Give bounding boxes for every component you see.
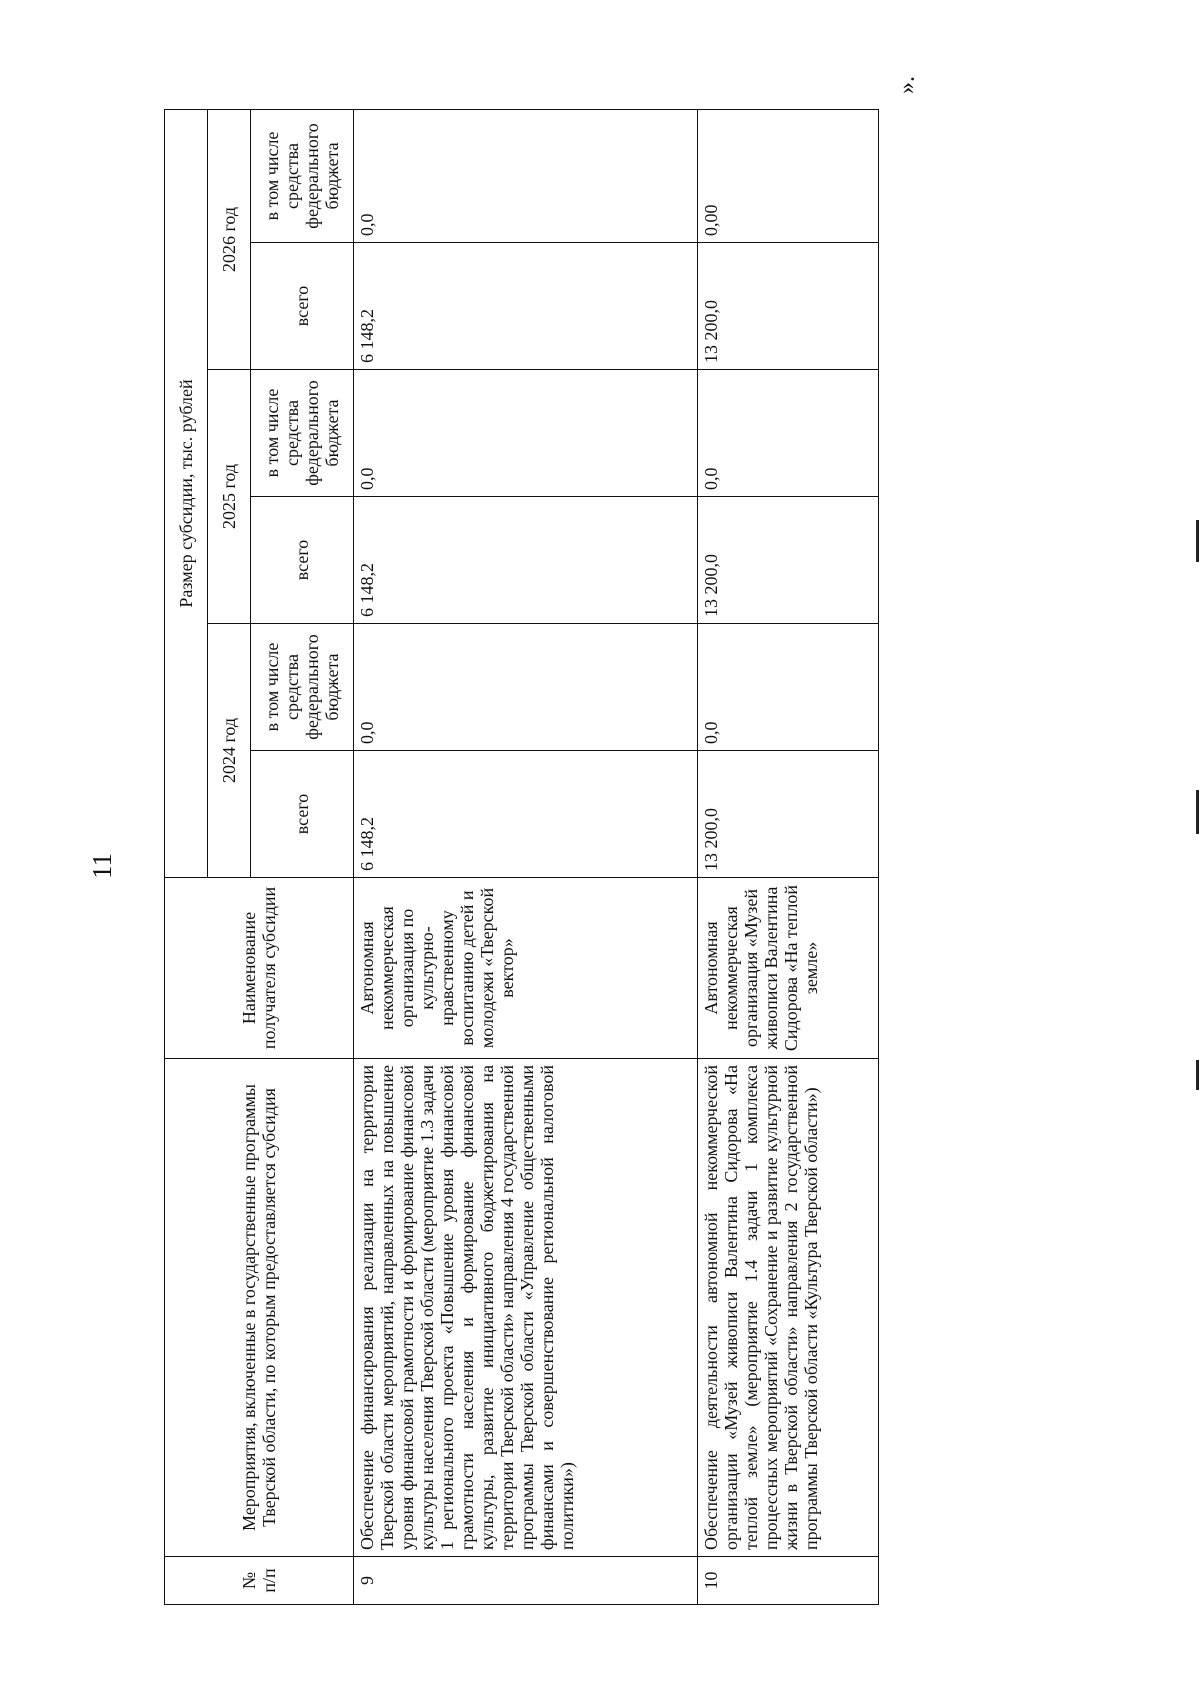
value-total-2026: 6 148,2 bbox=[354, 243, 698, 370]
row-num: 9 bbox=[354, 1557, 698, 1605]
subsidy-table bbox=[164, 109, 879, 1605]
value-federal-2024: 0,0 bbox=[354, 624, 698, 751]
header-amount: Размер субсидии, тыс. рублей bbox=[165, 109, 208, 877]
closing-quote: ». bbox=[894, 76, 920, 94]
value-federal-2024: 0,0 bbox=[697, 624, 878, 751]
value-federal-2026: 0,0 bbox=[354, 109, 698, 242]
page-number: 11 bbox=[87, 853, 117, 879]
header-total-2026: всего bbox=[251, 243, 354, 370]
value-total-2026: 13 200,0 bbox=[697, 243, 878, 370]
header-federal-2026: в том числе средства федерального бюджета bbox=[251, 109, 354, 242]
row-event: Обеспечение финансирования реализации на территории Тверской области мероприятий, направленных на повышение уровня финансовой грамотности и формирование финансовой культуры населения Тверской области (мероприятие 1.3 задачи 1 регионального проекта «Повышение уровня финансовой грамотности населения и формирование финансовой культуры, развитие инициативного бюджетирования на территории Тверской области» направления 4 государственной программы Тверской области «Управление общественными финансами и совершенствование региональной налоговой политики») bbox=[354, 1059, 698, 1557]
header-federal-2025: в том числе средства федерального бюджета bbox=[251, 370, 354, 497]
value-federal-2026: 0,00 bbox=[697, 109, 878, 242]
table-row bbox=[697, 109, 878, 1604]
table-row bbox=[354, 109, 698, 1604]
header-year-2025: 2025 год bbox=[208, 370, 251, 624]
header-federal-2024: в том числе средства федерального бюджета bbox=[251, 624, 354, 751]
row-event: Обеспечение деятельности автономной некоммерческой организации «Музей живописи Валентина Сидорова «На теплой земле» (мероприятие 1.4 задачи 1 комплекса процессных мероприятий «Сохранение и развитие культурной жизни в Тверской области» направления 2 государственной программы Тверской области «Культура Тверской области») bbox=[697, 1059, 878, 1557]
value-total-2025: 13 200,0 bbox=[697, 497, 878, 624]
header-year-2024: 2024 год bbox=[208, 624, 251, 878]
edge-mark bbox=[1196, 520, 1199, 562]
value-total-2024: 6 148,2 bbox=[354, 751, 698, 878]
edge-mark bbox=[1196, 1060, 1199, 1090]
row-recipient: Автономная некоммерческая организация по культурно-нравственному воспитанию детей и молодежи «Тверской вектор» bbox=[354, 878, 698, 1059]
row-num: 10 bbox=[697, 1557, 878, 1605]
header-year-2026: 2026 год bbox=[208, 109, 251, 369]
edge-mark bbox=[1196, 790, 1199, 834]
header-total-2024: всего bbox=[251, 751, 354, 878]
header-total-2025: всего bbox=[251, 497, 354, 624]
row-recipient: Автономная некоммерческая организация «Музей живописи Валентина Сидорова «На теплой земле» bbox=[697, 878, 878, 1059]
value-total-2025: 6 148,2 bbox=[354, 497, 698, 624]
value-federal-2025: 0,0 bbox=[354, 370, 698, 497]
value-federal-2025: 0,0 bbox=[697, 370, 878, 497]
header-num: № п/п bbox=[165, 1557, 354, 1605]
header-recipient: Наименование получателя субсидии bbox=[165, 878, 354, 1059]
rotated-table-container bbox=[164, 110, 879, 1605]
header-event: Мероприятия, включенные в государственные программы Тверской области, по которым предоставляется субсидия bbox=[165, 1059, 354, 1557]
value-total-2024: 13 200,0 bbox=[697, 751, 878, 878]
